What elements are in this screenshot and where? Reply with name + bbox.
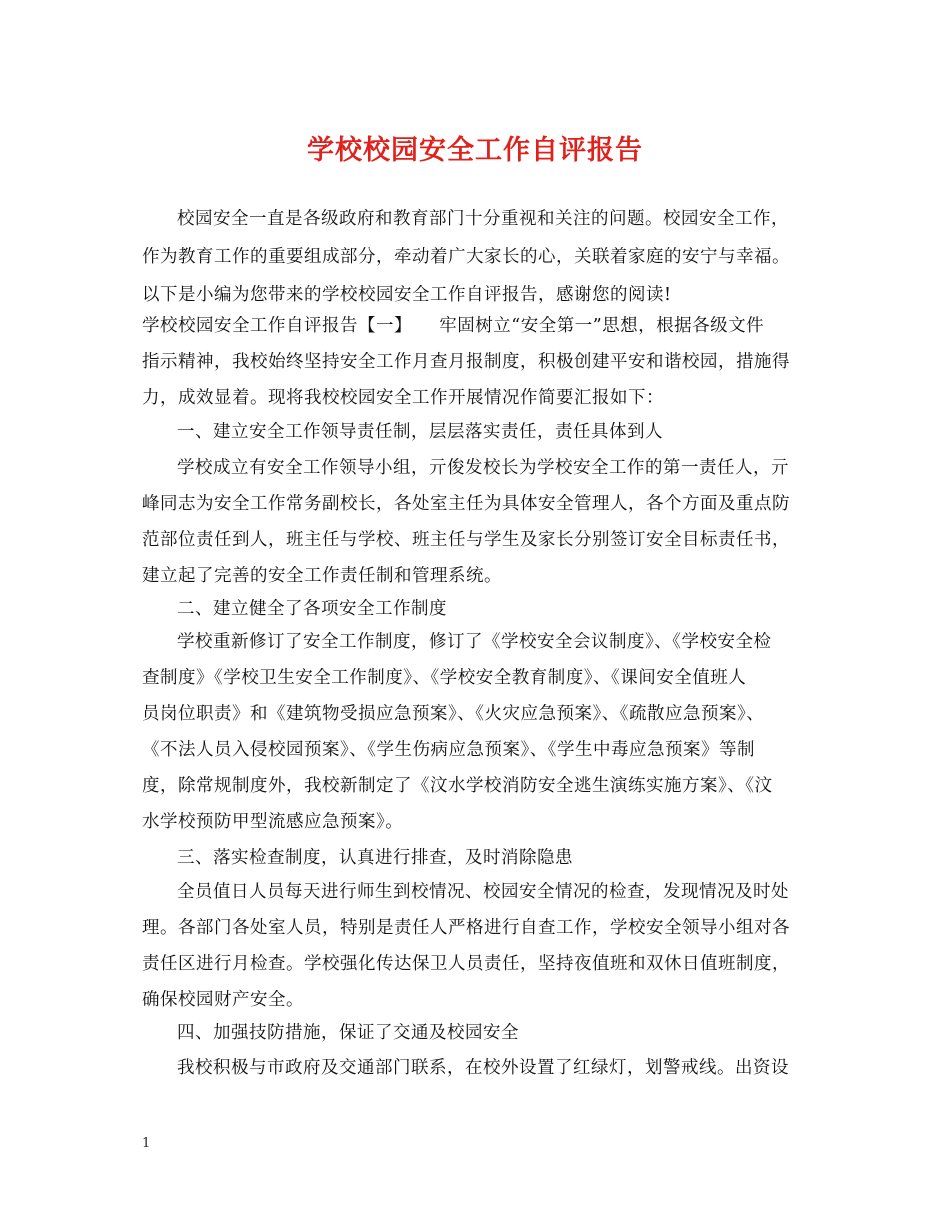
section-heading: 二、建立健全了各项安全工作制度 [177, 599, 447, 619]
text-line: 责任区进行月检查。学校强化传达保卫人员责任，坚持夜值班和双休日值班制度， [142, 954, 790, 974]
text-line: 范部位责任到人，班主任与学校、班主任与学生及家长分别签订安全目标责任书， [142, 530, 790, 550]
text-line: 学校校园安全工作自评报告【一】 牢固树立“安全第一”思想，根据各级文件 [142, 316, 765, 336]
text-line: 全员值日人员每天进行师生到校情况、校园安全情况的检查，发现情况及时处 [177, 882, 789, 902]
document-title: 学校校园安全工作自评报告 [307, 135, 643, 166]
text-line: 指示精神，我校始终坚持安全工作月查月报制度，积极创建平安和谐校园，措施得 [142, 352, 790, 372]
text-line: 力，成效显着。现将我校校园安全工作开展情况作简要汇报如下： [142, 388, 664, 408]
text-line: 学校成立有安全工作领导小组，亓俊发校长为学校安全工作的第一责任人，亓 [177, 458, 789, 478]
text-line: 水学校预防甲型流感应急预案》。 [142, 812, 404, 832]
text-line: 作为教育工作的重要组成部分，牵动着广大家长的心，关联着家庭的安宁与幸福。 [142, 247, 790, 267]
text-line: 度，除常规制度外，我校新制定了《汶水学校消防安全逃生演练实施方案》、《汶 [142, 776, 773, 796]
text-line: 理。各部门各处室人员，特别是责任人严格进行自查工作，学校安全领导小组对各 [142, 918, 790, 938]
text-line: 员岗位职责》和《建筑物受损应急预案》、《火灾应急预案》、《疏散应急预案》、 [142, 704, 765, 724]
text-line: 确保校园财产安全。 [142, 990, 304, 1010]
page-number: 1 [142, 1136, 151, 1151]
text-line: 查制度》《学校卫生安全工作制度》、《学校安全教育制度》、《课间安全值班人 [142, 668, 747, 688]
text-line: 学校重新修订了安全工作制度，修订了《学校安全会议制度》、《学校安全检 [177, 632, 772, 652]
text-line: 校园安全一直是各级政府和教育部门十分重视和关注的问题。校园安全工作， [177, 209, 789, 229]
section-heading: 一、建立安全工作领导责任制，层层落实责任，责任具体到人 [177, 422, 663, 442]
section-heading: 四、加强技防措施，保证了交通及校园安全 [177, 1023, 519, 1043]
text-line: 我校积极与市政府及交通部门联系，在校外设置了红绿灯，划警戒线。出资设 [177, 1058, 789, 1078]
text-line: 建立起了完善的安全工作责任制和管理系统。 [142, 566, 502, 586]
text-line: 以下是小编为您带来的学校校园安全工作自评报告，感谢您的阅读! [142, 285, 672, 305]
section-heading: 三、落实检查制度，认真进行排查，及时消除隐患 [177, 848, 573, 868]
text-line: 峰同志为安全工作常务副校长，各处室主任为具体安全管理人，各个方面及重点防 [142, 494, 790, 514]
text-line: 《不法人员入侵校园预案》、《学生伤病应急预案》、《学生中毒应急预案》等制 [142, 740, 755, 760]
